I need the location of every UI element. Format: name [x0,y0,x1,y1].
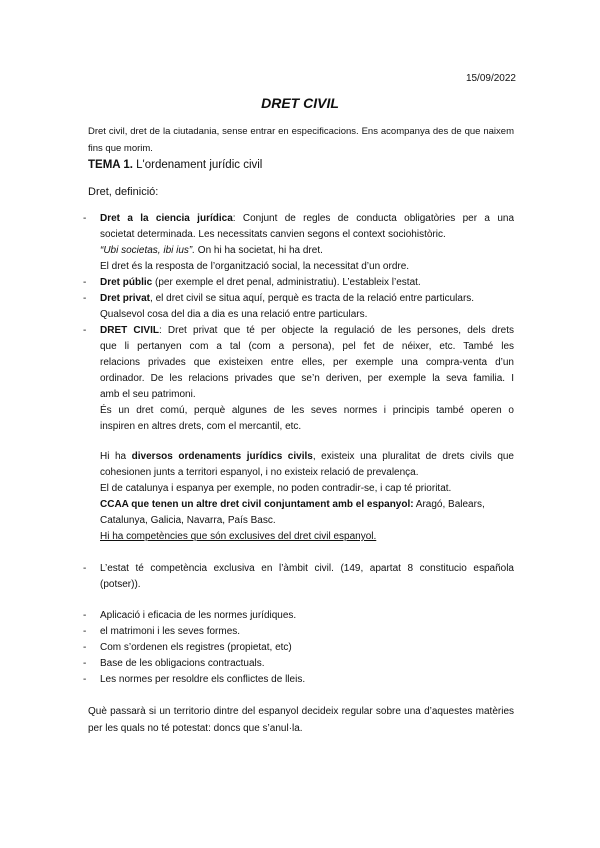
list-item: el matrimoni i les seves formes. [100,626,241,637]
section-title: L'ordenament jurídic civil [136,159,263,171]
line [100,291,514,308]
definition-heading: Dret, definició: [88,186,159,198]
line [100,497,514,514]
term-bold: DRET CIVIL [100,325,159,336]
term-bold: Dret a la ciencia jurídica [100,213,233,224]
bullet-dash: - [83,626,87,637]
line: amb el seu patrimoni. [100,389,196,400]
line: L’estat té competència exclusiva en l’àmbit civil. (149, apartat 8 constitucio española [100,563,514,574]
line [100,211,514,228]
section-heading [88,159,262,171]
text: , el dret civil se situa aquí, perquè es tracta de la relació entre particulars. [150,293,475,304]
bullet-dash: - [83,642,87,653]
line [100,449,514,466]
line: relacions privades que existeixen entre elles, per exemple una compra-venta d’un [100,357,514,368]
line: El de catalunya i espanya per exemple, no poden contradir-se, i cap té prioritat. [100,483,452,494]
line: societat determinada. Les necessitats canvien segons el context sociohistòric. [100,229,446,240]
list-item: Les normes per resoldre els conflictes de lleis. [100,674,306,685]
document-date: 15/09/2022 [465,73,516,84]
line: ordinador. De les relacions privades que se’n deriven, per exemple la seva familia. I [100,373,514,384]
closing-paragraph: Què passarà si un territorio dintre del espanyol decideix regular sobre una d’aquestes matèries per les quals no té potestat: doncs que s’anul·la. [88,706,514,734]
section-number: TEMA 1. [88,159,133,171]
latin-quote: “Ubi societas, ibi ius”. [100,245,196,256]
bullet-dash: - [83,325,87,336]
line: que li pertanyen com a tal (com a persona), pel fet de néixer, etc. També les [100,341,514,352]
document-title: DRET CIVIL [261,95,339,111]
underlined-line: Hi ha competències que són exclusives del dret civil espanyol. [100,531,377,542]
bullet-dash: - [83,293,87,304]
line: Catalunya, Galicia, Navarra, País Basc. [100,515,276,526]
term-bold: CCAA que tenen un altre dret civil conjuntament amb el espanyol: [100,499,414,510]
term-bold: Dret privat [100,293,151,304]
list-item: Aplicació i eficacia de les normes jurídiques. [100,610,297,621]
text: : Conjunt de regles de conducta obligatòries per a una [232,213,514,224]
list-item: Com s’ordenen els registres (propietat, etc) [100,642,292,653]
line [100,243,514,260]
bullet-dash: - [83,277,87,288]
line: Qualsevol cosa del dia a dia es una relació entre particulars. [100,309,368,320]
line: El dret és la resposta de l’organització social, la necessitat d’un ordre. [100,261,410,272]
bullet-dash: - [83,610,87,621]
list-item: Base de les obligacions contractuals. [100,658,265,669]
bullet-dash: - [83,563,87,574]
text: On hi ha societat, hi ha dret. [195,245,323,256]
term-bold: Dret públic [100,277,153,288]
bullet-dash: - [83,658,87,669]
text: Hi ha [100,451,132,462]
text: (per exemple el dret penal, administratiu). L’estableix l’estat. [152,277,421,288]
line [100,275,514,292]
line: cohesionen junts a territori espanyol, i no existeix relació de prevalença. [100,467,419,478]
text: : Dret privat que té per objecte la regulació de les persones, dels drets [158,325,514,336]
line: (potser)). [100,579,141,590]
line: És un dret comú, perquè algunes de les seves normes i principis també operen o [100,405,514,416]
bullet-dash: - [83,213,87,224]
text: Aragó, Balears, [413,499,485,510]
bullet-dash: - [83,674,87,685]
term-bold: diversos ordenaments jurídics civils [131,451,313,462]
line [100,323,514,340]
line: inspiren en altres drets, com el mercantil, etc. [100,421,302,432]
text: , existeix una pluralitat de drets civils que [312,451,514,462]
intro-paragraph: Dret civil, dret de la ciutadania, sense entrar en especificacions. Ens acompanya des de que naixem fins que morim. [88,126,514,154]
